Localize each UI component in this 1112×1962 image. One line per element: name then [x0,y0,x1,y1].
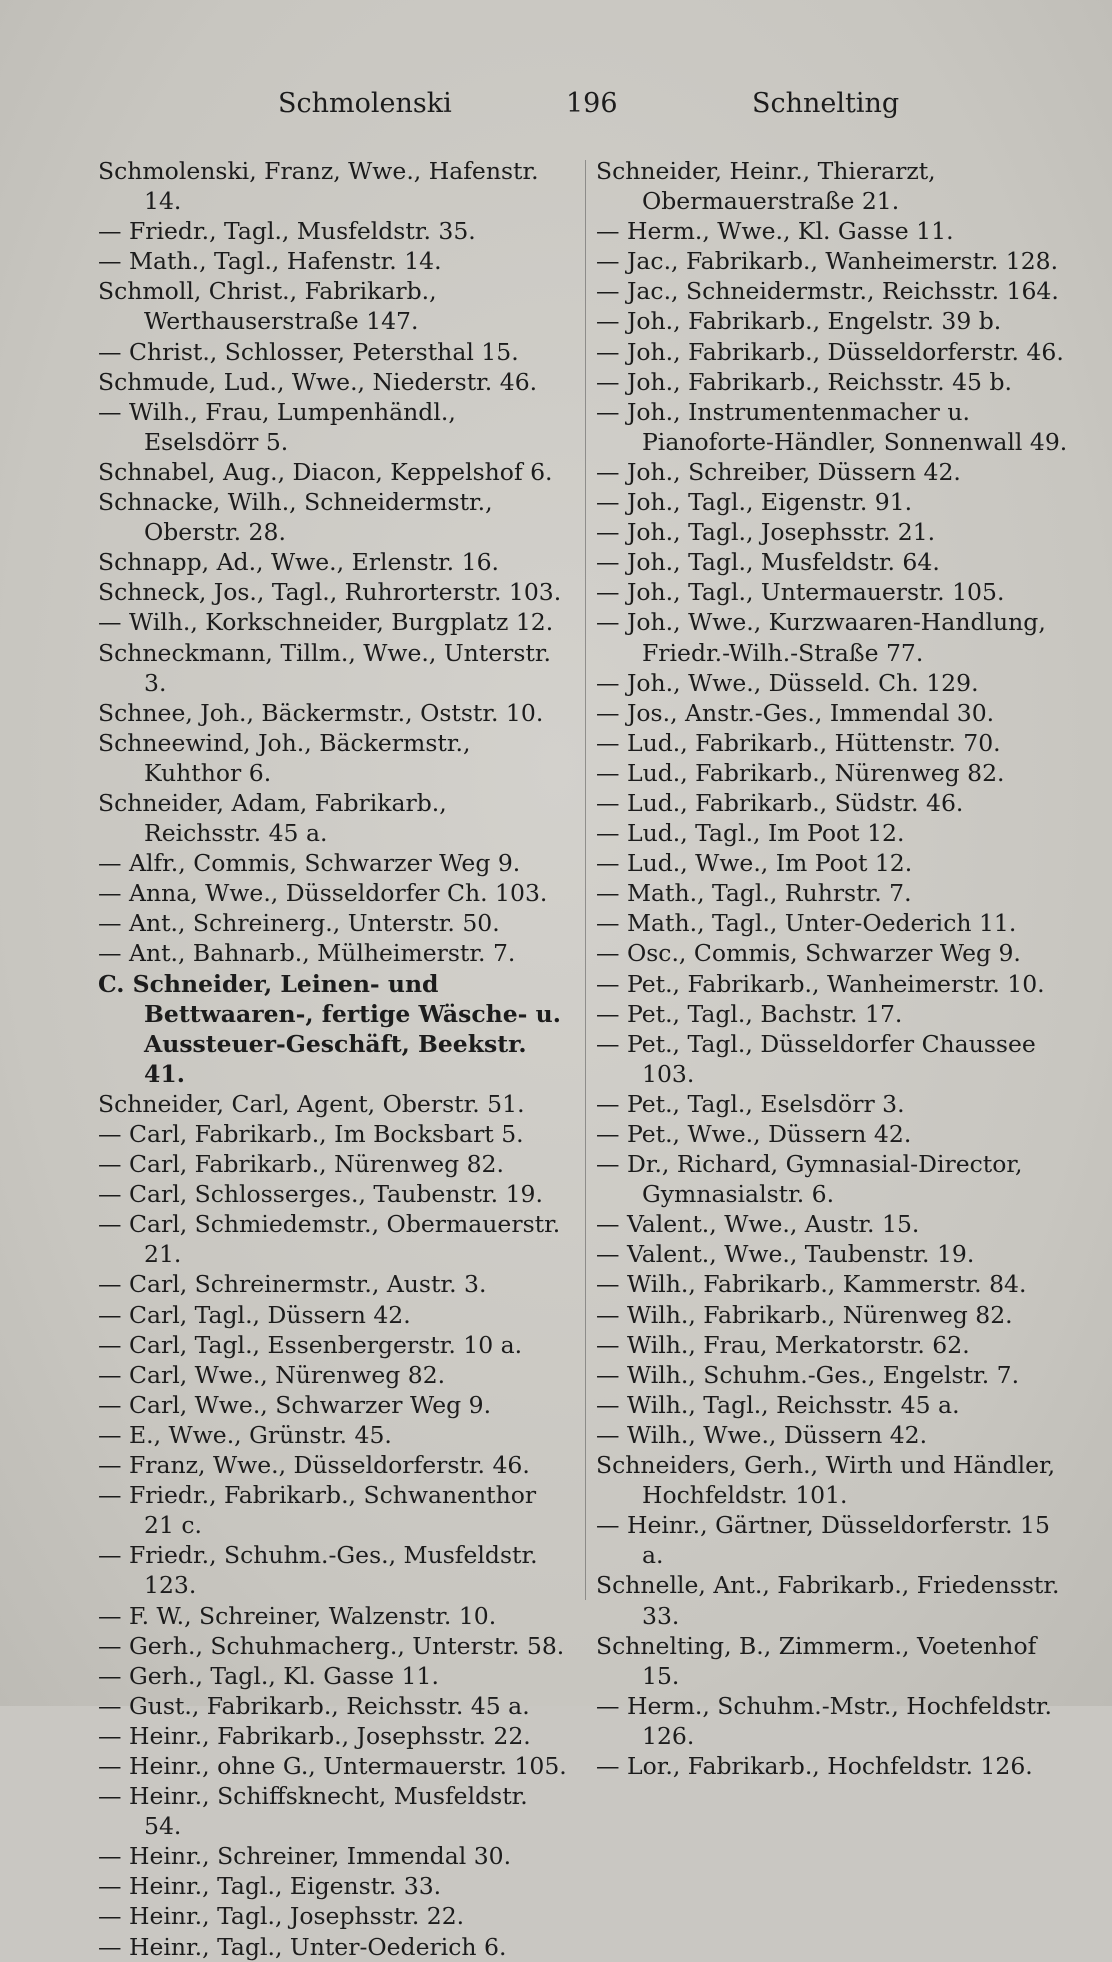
directory-entry: — Wilh., Schuhm.-Ges., Engelstr. 7. [596,1360,1020,1389]
directory-entry: — Friedr., Tagl., Musfeldstr. 35. [98,217,476,246]
directory-entry: — Joh., Tagl., Musfeldstr. 64. [596,548,940,577]
directory-entry: — Heinr., Tagl., Unter-Oederich 6. [98,1932,507,1961]
directory-entry: — Math., Tagl., Hafenstr. 14. [98,247,442,276]
directory-entry: — Wilh., Tagl., Reichsstr. 45 a. [596,1390,960,1419]
directory-entry: — Jac., Schneidermstr., Reichsstr. 164. [596,277,1059,306]
directory-entry: — Joh., Fabrikarb., Engelstr. 39 b. [596,307,1002,336]
directory-entry: Schneider, Heinr., Thierarzt, Obermauerstraße 21. [596,157,936,216]
directory-entry: — Pet., Wwe., Düssern 42. [596,1120,912,1148]
directory-entry: Schneewind, Joh., Bäckermstr., Kuhthor 6. [98,728,471,787]
page-header [0,88,1112,128]
directory-entry: — Osc., Commis, Schwarzer Weg 9. [596,939,1021,968]
directory-entry: — Gerh., Tagl., Kl. Gasse 11. [98,1661,439,1690]
page-number: 196 [566,88,618,119]
directory-entry: — Carl, Schlosserges., Taubenstr. 19. [98,1180,543,1209]
directory-entry: Schmude, Lud., Wwe., Niederstr. 46. [98,367,538,396]
directory-entry: — Pet., Fabrikarb., Wanheimerstr. 10. [596,969,1045,998]
directory-entry: — Joh., Schreiber, Düssern 42. [596,457,961,486]
directory-entry: Schmoll, Christ., Fabrikarb., Werthauserstraße 147. [98,277,437,336]
directory-entry: — Math., Tagl., Ruhrstr. 7. [596,879,912,908]
directory-entry: — Joh., Tagl., Eigenstr. 91. [596,488,913,517]
directory-entry: — Joh., Wwe., Düsseld. Ch. 129. [596,668,979,697]
directory-entry: — Carl, Wwe., Schwarzer Weg 9. [98,1390,492,1419]
directory-entry: — Heinr., Gärtner, Düsseldorferstr. 15 a. [596,1511,1050,1570]
directory-entry: — Heinr., Schreiner, Immendal 30. [98,1842,512,1871]
directory-entry: — Wilh., Fabrikarb., Kammerstr. 84. [596,1270,1027,1299]
directory-entry: — Alfr., Commis, Schwarzer Weg 9. [98,849,521,878]
header-left-keyword: Schmolenski [278,88,452,119]
directory-entry: — Joh., Instrumentenmacher u. Pianoforte-Händler, Sonnenwall 49. [596,397,1068,456]
right-column [596,156,1076,1781]
directory-entry: — Joh., Wwe., Kurzwaaren-Handlung, Friedr.-Wilh.-Straße 77. [596,608,1046,667]
directory-entry: — Heinr., ohne G., Untermauerstr. 105. [98,1751,567,1780]
directory-entry: — Valent., Wwe., Taubenstr. 19. [596,1240,975,1269]
directory-entry: — Wilh., Fabrikarb., Nürenweg 82. [596,1300,1013,1329]
directory-entry: — Math., Tagl., Unter-Oederich 11. [596,909,1017,938]
directory-entry: — Jos., Anstr.-Ges., Immendal 30. [596,698,995,727]
directory-entry: — Anna, Wwe., Düsseldorfer Ch. 103. [98,879,548,908]
directory-entry: — Carl, Fabrikarb., Nürenweg 82. [98,1150,504,1179]
directory-entry: — Heinr., Schiffsknecht, Musfeldstr. 54. [98,1782,528,1841]
directory-entry: — Wilh., Frau, Lumpenhändl., Eselsdörr 5. [98,397,456,456]
directory-entry: — Carl, Schreinermstr., Austr. 3. [98,1270,487,1299]
directory-entry: Schmolenski, Franz, Wwe., Hafenstr. 14. [98,157,539,216]
directory-entry: — Lud., Fabrikarb., Hüttenstr. 70. [596,728,1001,757]
directory-entry: — Herm., Schuhm.-Mstr., Hochfeldstr. 126. [596,1691,1053,1750]
directory-entry: — Wilh., Frau, Merkatorstr. 62. [596,1330,970,1359]
directory-entry: — Carl, Wwe., Nürenweg 82. [98,1360,446,1389]
directory-entry: — E., Wwe., Grünstr. 45. [98,1420,392,1449]
directory-entry: Schnelle, Ant., Fabrikarb., Friedensstr. 33. [596,1571,1060,1630]
directory-entry: — F. W., Schreiner, Walzenstr. 10. [98,1601,497,1630]
directory-entry: Schnapp, Ad., Wwe., Erlenstr. 16. [98,548,499,577]
directory-entry: — Lud., Fabrikarb., Südstr. 46. [596,788,964,817]
directory-entry: — Heinr., Tagl., Eigenstr. 33. [98,1872,442,1901]
directory-entry: — Joh., Tagl., Untermauerstr. 105. [596,578,1005,607]
directory-entry: — Christ., Schlosser, Petersthal 15. [98,337,519,366]
directory-entry: — Joh., Tagl., Josephsstr. 21. [596,518,936,547]
directory-entry: Schnelting, B., Zimmerm., Voetenhof 15. [596,1631,1037,1690]
directory-entry: — Carl, Fabrikarb., Im Bocksbart 5. [98,1120,524,1148]
directory-entry: — Joh., Fabrikarb., Düsseldorferstr. 46. [596,337,1064,366]
directory-entry: Schnabel, Aug., Diacon, Keppelshof 6. [98,457,553,486]
directory-entry: Schneiders, Gerh., Wirth und Händler, Hochfeldstr. 101. [596,1451,1056,1510]
directory-entry: Schneck, Jos., Tagl., Ruhrorterstr. 103. [98,578,562,607]
directory-entry: — Pet., Tagl., Bachstr. 17. [596,999,903,1028]
column-divider [585,160,586,1600]
directory-entry: — Franz, Wwe., Düsseldorferstr. 46. [98,1451,530,1480]
directory-entry: Schneider, Carl, Agent, Oberstr. 51. [98,1089,525,1118]
directory-entry: — Lud., Wwe., Im Poot 12. [596,849,913,878]
directory-entry: — Heinr., Fabrikarb., Josephsstr. 22. [98,1721,531,1750]
directory-entry: — Lud., Tagl., Im Poot 12. [596,819,905,848]
directory-entry: — Lor., Fabrikarb., Hochfeldstr. 126. [596,1751,1033,1780]
directory-entry: — Gerh., Schuhmacherg., Unterstr. 58. [98,1631,565,1660]
directory-entry: — Gust., Fabrikarb., Reichsstr. 45 a. [98,1691,530,1720]
directory-entry: — Carl, Tagl., Essenbergerstr. 10 a. [98,1330,523,1359]
directory-entry: Schnee, Joh., Bäckermstr., Oststr. 10. [98,698,544,727]
directory-entry: Schneider, Adam, Fabrikarb., Reichsstr. 45 a. [98,788,447,848]
directory-entry: — Carl, Schmiedemstr., Obermauerstr. 21. [98,1210,561,1269]
directory-entry: — Jac., Fabrikarb., Wanheimerstr. 128. [596,247,1059,276]
directory-entry: — Dr., Richard, Gymnasial-Director, Gymnasialstr. 6. [596,1150,1023,1209]
directory-entry: Schnacke, Wilh., Schneidermstr., Oberstr. 28. [98,488,493,547]
directory-entry: — Pet., Tagl., Düsseldorfer Chaussee 103. [596,1029,1036,1088]
directory-entry: — Friedr., Schuhm.-Ges., Musfeldstr. 123. [98,1541,538,1600]
directory-entry: — Ant., Bahnarb., Mülheimerstr. 7. [98,939,516,968]
directory-entry: — Valent., Wwe., Austr. 15. [596,1210,920,1239]
directory-entry: — Herm., Wwe., Kl. Gasse 11. [596,217,954,246]
header-right-keyword: Schnelting [752,88,900,119]
directory-entry: — Lud., Fabrikarb., Nürenweg 82. [596,758,1005,787]
directory-entry: — Pet., Tagl., Eselsdörr 3. [596,1089,905,1118]
directory-entry: — Joh., Fabrikarb., Reichsstr. 45 b. [596,367,1012,396]
directory-entry: C. Schneider, Leinen- und Bettwaaren-, fertige Wäsche- u. Aussteuer-Geschäft, Beekstr. 41. [98,969,561,1088]
directory-entry: — Carl, Tagl., Düssern 42. [98,1300,411,1329]
directory-entry: — Ant., Schreinerg., Unterstr. 50. [98,909,500,938]
directory-entry: Schneckmann, Tillm., Wwe., Unterstr. 3. [98,638,551,697]
directory-entry: — Wilh., Wwe., Düssern 42. [596,1420,928,1449]
directory-entry: — Friedr., Fabrikarb., Schwanenthor 21 c. [98,1481,537,1540]
left-column [98,156,568,1962]
directory-entry: — Heinr., Tagl., Josephsstr. 22. [98,1902,465,1931]
directory-entry: — Wilh., Korkschneider, Burgplatz 12. [98,608,554,637]
